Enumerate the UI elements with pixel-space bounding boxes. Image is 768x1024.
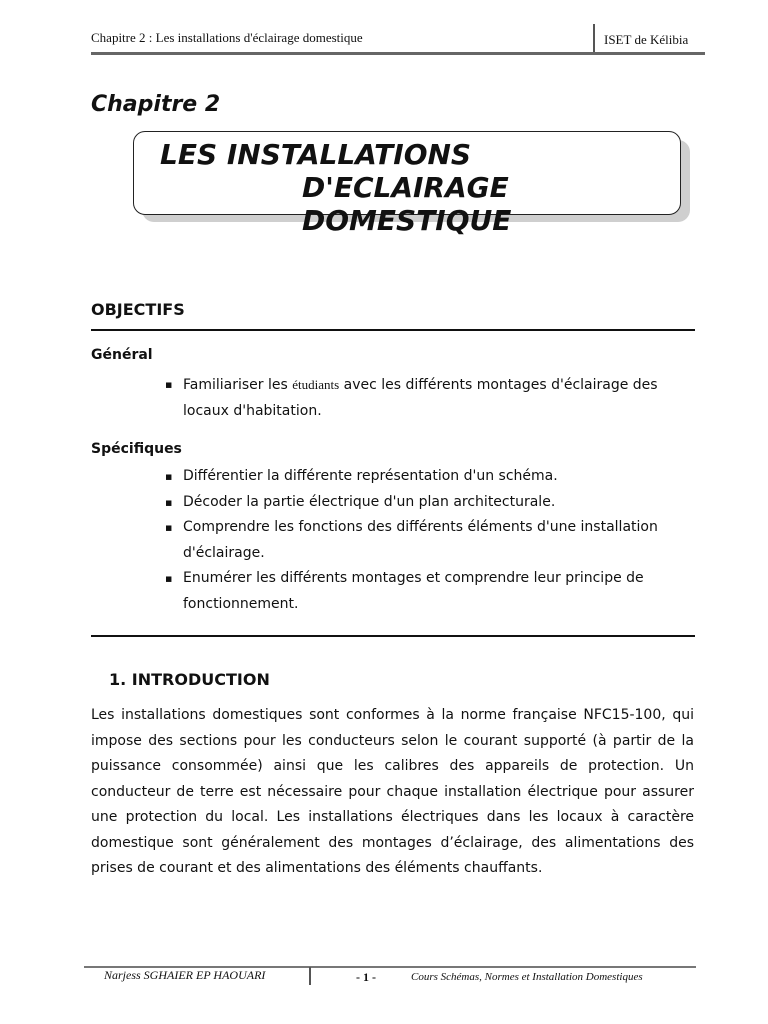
footer-author: Narjess SGHAIER EP HAOUARI [104,968,266,982]
list-item: ▪ Décoder la partie électrique d'un plan architecturale. [165,490,705,516]
list-item: ▪ Différentier la différente représentation d'un schéma. [165,464,705,490]
header-chapter-text: Chapitre 2 : Les installations d'éclairage domestique [91,30,363,45]
list-item: ▪ Enumérer les différents montages et comprendre leur principe de fonctionnement. [165,566,705,617]
title-line-3: DOMESTIQUE [302,204,512,237]
chapter-label: Chapitre 2 [91,92,221,117]
objectives-heading: OBJECTIFS [91,300,185,319]
introduction-paragraph: Les installations domestiques sont conformes à la norme française NFC15-100, qui impose des sections pour les conducteurs selon le courant supporté (à partir de la puissance consommée) ainsi que les calibres des appareils de protection. Un conducteur de terre est nécessaire pour chaque installation électrique pour assurer une protection du local. Les installations électriques dans les locaux à caractère domestique sont généralement des montages d’éclairage, des alimentations des prises de courant et des alimentations des éléments chauffants. [91,707,694,876]
list-item: ▪ Familiariser les étudiants avec les différents montages d'éclairage des locaux d'habitation. [165,372,705,424]
header-rule [91,52,705,55]
header-institution: ISET de Kélibia [604,32,689,47]
title-box [133,131,681,237]
title-line-1: LES INSTALLATIONS [160,138,472,171]
footer-page-number: - 1 - [356,970,376,984]
footer-separator [309,967,311,985]
general-objectives-label: Général [91,347,153,363]
header-separator [593,24,595,52]
footer-course-title: Cours Schémas, Normes et Installation Domestiques [411,971,643,983]
introduction-heading: 1. INTRODUCTION [109,670,270,689]
list-item: ▪ Comprendre les fonctions des différents éléments d'une installation d'éclairage. [165,515,705,566]
specific-objectives-list [165,464,705,617]
objectives-top-rule [91,329,695,331]
specific-objectives-label: Spécifiques [91,441,182,457]
general-objectives-list [165,372,705,424]
title-line-2: D'ECLAIRAGE [302,171,509,204]
objectives-bottom-rule [91,635,695,637]
